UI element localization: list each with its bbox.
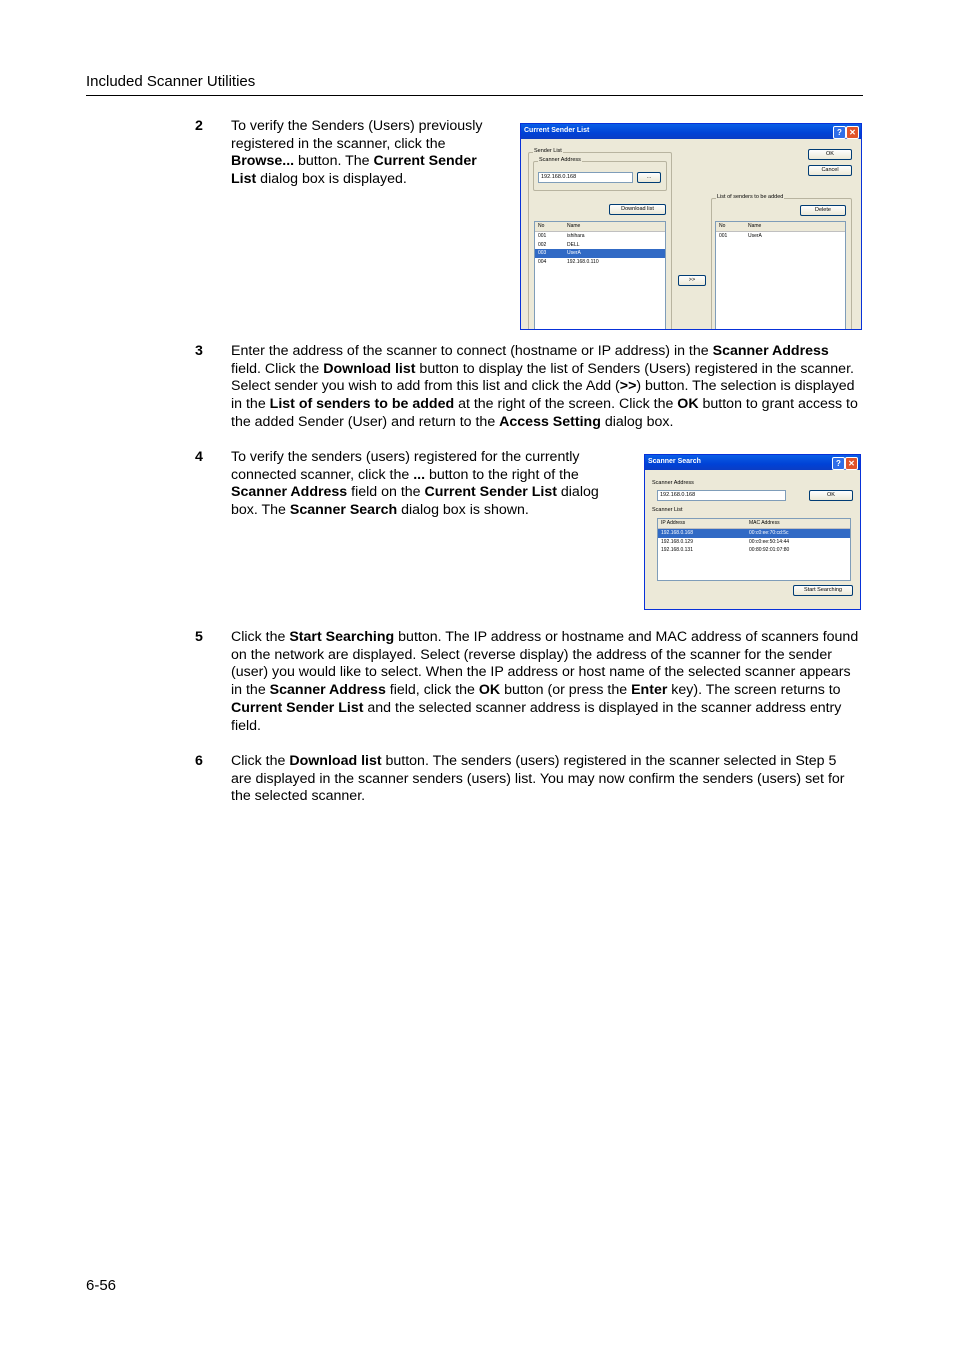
step-text-line [231,664,851,682]
step-text-line [231,136,446,154]
added-senders-list[interactable] [715,221,846,330]
download-list-button[interactable]: Download list [609,204,666,215]
text-run: button to the right of the [425,466,579,483]
bold-term: Start Searching [289,629,395,645]
sender-no: 004 [538,258,547,265]
scanner-mac: 00:c0:ee:70:cd:5c [749,530,789,536]
ok-button[interactable]: OK [808,149,852,160]
added-senders-group-label: List of senders to be added [717,194,784,200]
text-run: Click the [231,629,290,645]
scanner-list-label: Scanner List [652,507,683,513]
text-run: button. The senders (users) registered in the scanner selected in Step 5 [381,753,837,769]
bold-term: Download list [323,360,416,377]
bold-term: Scanner Address [269,682,386,699]
help-icon[interactable]: ? [832,457,845,470]
scanner-ip: 192.168.0.168 [661,530,693,536]
bold-term: ... [413,466,426,483]
sender-name: UserA [567,250,581,256]
delete-button[interactable]: Delete [800,205,846,216]
step-number: 3 [195,343,203,359]
col-ip-address: IP Address [661,520,686,526]
sender-no: 001 [538,233,547,239]
step-text-line [231,118,483,136]
bold-term: Scanner Address [712,343,829,359]
step-text-line [231,467,579,485]
text-run: Select sender you wish to add from this list and click the Add ( [231,378,620,395]
scanner-address-group-label: Scanner Address [539,157,581,163]
list-row[interactable] [535,232,665,241]
text-run: To verify the senders (users) registered for the currently [231,449,580,465]
text-run: Enter the address of the scanner to connect (hostname or IP address) in the [231,343,713,359]
text-run: field. [231,717,261,734]
close-icon[interactable]: ✕ [846,126,859,139]
step-text-line [231,788,365,806]
step-text-line [231,343,829,361]
text-run: at the right of the screen. Click the [454,396,678,413]
step-text-line [231,449,580,467]
sender-name: ishihara [567,233,585,239]
list-row[interactable] [658,538,850,547]
text-run: Click the [231,753,290,769]
ok-button[interactable]: OK [809,490,853,501]
bold-term: Scanner Address [231,484,348,501]
step-text-line [231,700,841,718]
list-row[interactable] [716,232,845,241]
step-text-line [231,171,407,189]
text-run: (user) you would like to select. When the IP address or host name of the selected scanner appears [231,664,851,681]
running-header: Included Scanner Utilities [86,73,863,96]
bold-term: Current Sender [373,153,477,170]
step-text-line [231,718,261,736]
step-text-line [231,629,858,647]
step-text-line [231,378,855,396]
sender-name: UserA [748,233,762,239]
step-text-line [231,753,836,771]
sender-no: 002 [538,241,547,248]
sender-no: 003 [538,250,547,256]
current-sender-list-dialog [520,123,862,330]
text-run: button to display the list of Senders (Users) registered in the scanner. [415,360,854,377]
scanner-address-field[interactable]: 192.168.0.168 [538,172,633,183]
list-row[interactable] [535,258,665,267]
start-searching-button[interactable]: Start Searching [793,585,853,596]
page-number: 6-56 [86,1277,117,1294]
text-run: in the [231,396,270,413]
sender-list-group-label: Sender List [534,148,562,154]
bold-term: Access Setting [499,413,601,430]
sender-list[interactable] [534,221,666,330]
col-no: No [538,223,545,229]
col-mac-address: MAC Address [749,520,780,526]
bold-term: Browse... [231,153,295,170]
text-run: To verify the Senders (Users) previously [231,118,483,134]
sender-name: 192.168.0.110 [567,258,599,265]
close-icon[interactable]: ✕ [845,457,858,470]
add-button[interactable]: >> [678,275,706,286]
dialog-title: Scanner Search [648,458,701,465]
step-text-line [231,361,854,379]
scanner-list-header [658,519,850,529]
bold-term: OK [677,396,699,413]
text-run: registered in the scanner, click the [231,135,446,152]
dialog-title: Current Sender List [524,127,590,134]
scanner-mac: 00:80:92:01:07:80 [749,547,790,553]
step-text-line [231,682,841,700]
list-row[interactable] [658,546,850,555]
scanner-ip: 192.168.0.131 [661,547,693,553]
bold-term: >> [619,378,637,395]
dialog-titlebar [645,455,860,470]
step-text-line [231,153,477,171]
scanner-list[interactable] [657,518,851,581]
text-run: in the [231,682,270,699]
text-run: button to grant access to [698,396,858,413]
bold-term: Current Sender List [231,699,364,716]
scanner-address-label: Scanner Address [652,480,694,486]
text-run: dialog box is displayed. [256,171,407,188]
step-text-line [231,771,845,789]
bold-term: List [231,171,257,188]
text-run: button. The [294,153,374,170]
step-text-line [231,502,529,520]
text-run: dialog [556,484,599,501]
text-run: field on the [347,484,425,501]
text-run: the added Sender (User) and return to the [231,413,500,430]
step-number: 6 [195,753,203,769]
text-run: and the selected scanner address is displayed in the scanner address entry [363,699,842,716]
text-run: the selected scanner. [231,788,366,805]
sender-no: 001 [719,233,728,239]
sender-name: DELL [567,241,580,248]
text-run: button. The IP address or hostname and MAC address of scanners found [394,629,859,645]
col-name: Name [748,223,762,229]
list-row[interactable] [658,529,850,538]
step-number: 2 [195,118,203,134]
text-run: field. Click the [231,360,324,377]
step-number: 5 [195,629,203,645]
step-text-line [231,414,673,432]
text-run: are displayed in the scanner senders (users) list. You may now confirm the senders (users) set for [231,770,845,787]
bold-term: Scanner Search [289,502,398,519]
scanner-mac: 00:c0:ee:50:14:44 [749,538,790,545]
text-run: key). The screen returns to [667,682,841,699]
text-run: field, click the [385,682,479,699]
sender-list-header [535,222,665,232]
step-number: 4 [195,449,203,465]
text-run: connected scanner, click the [231,466,414,483]
text-run: dialog box is shown. [397,502,529,519]
col-no: No [719,223,726,229]
scanner-search-dialog [644,454,861,610]
text-run: dialog box. [600,413,674,430]
help-icon[interactable]: ? [833,126,846,139]
bold-term: Current Sender List [424,484,557,501]
text-run: box. The [231,502,290,519]
scanner-address-field[interactable]: 192.168.0.168 [657,490,786,501]
step-text-line [231,484,599,502]
text-run: ) button. The selection is displayed [636,378,855,395]
step-text-line [231,396,858,414]
browse-button[interactable]: ... [637,172,661,183]
list-row[interactable] [535,249,665,258]
text-run: button (or press the [500,682,632,699]
bold-term: OK [478,682,501,699]
bold-term: Download list [289,753,382,769]
step-text-line [231,647,832,665]
text-run: on the network are displayed. Select (reverse display) the address of the scanner for the sender [231,646,832,663]
dialog-titlebar [521,124,861,139]
col-name: Name [567,223,581,229]
bold-term: List of senders to be added [269,396,455,413]
cancel-button[interactable]: Cancel [808,165,852,176]
list-row[interactable] [535,241,665,250]
scanner-ip: 192.168.0.129 [661,538,693,545]
bold-term: Enter [631,682,668,699]
added-list-header [716,222,845,232]
